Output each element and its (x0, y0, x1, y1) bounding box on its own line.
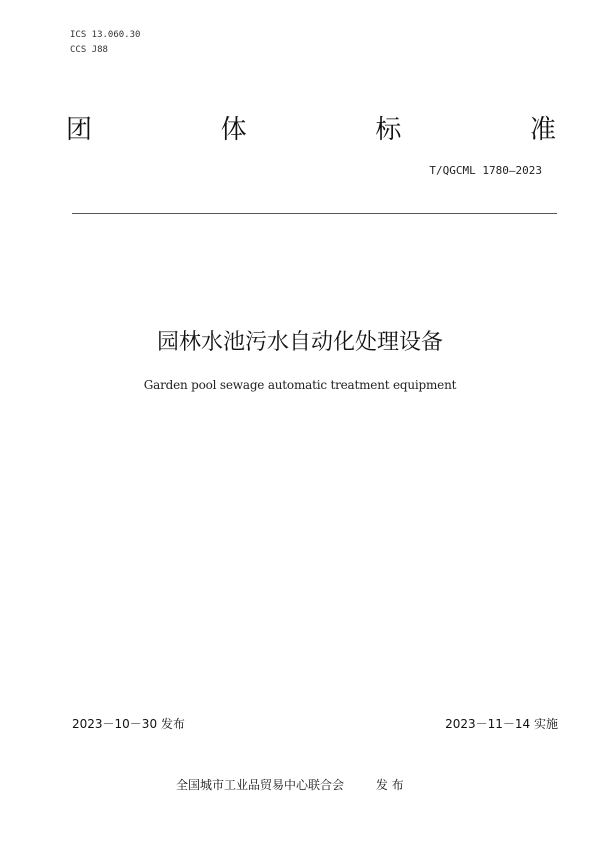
publisher-line (176, 776, 404, 793)
classification-codes (70, 28, 140, 58)
ics-code: ICS 13.060.30 (70, 30, 141, 40)
standard-type-heading (66, 112, 556, 148)
standard-type-char-2: 体 (220, 115, 247, 145)
standard-number: T/QGCML 1780—2023 (429, 164, 542, 177)
header-divider (72, 213, 557, 214)
document-title-chinese: 园林水池污水自动化处理设备 (156, 330, 443, 355)
standard-type-char-3: 标 (375, 115, 402, 145)
publisher-organization: 全国城市工业品贸易中心联合会 (176, 778, 345, 792)
issue-date: 2023－10－30 发布 (72, 717, 185, 731)
standard-type-char-1: 团 (66, 115, 93, 145)
standard-type-char-4: 准 (529, 115, 556, 145)
document-title-english: Garden pool sewage automatic treatment equipment (143, 378, 457, 392)
implementation-date: 2023－11－14 实施 (445, 717, 558, 731)
ccs-code: CCS J88 (70, 45, 108, 55)
publisher-action: 发 布 (375, 778, 404, 792)
